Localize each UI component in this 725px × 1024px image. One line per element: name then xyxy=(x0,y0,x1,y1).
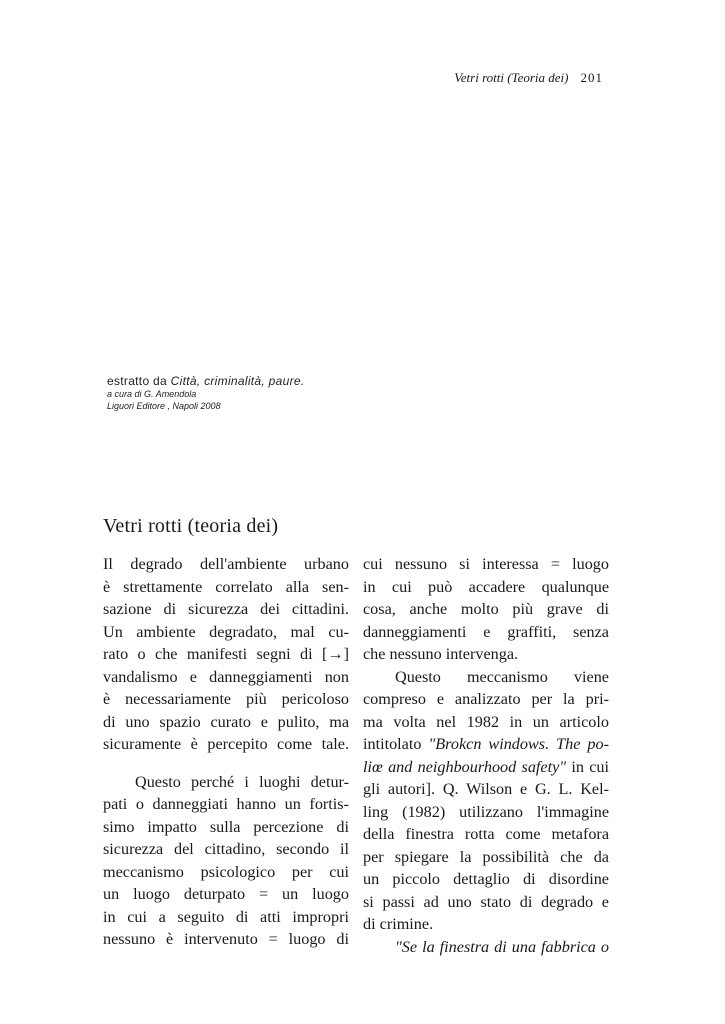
cited-title: liœ and neighbourhood safety" xyxy=(363,757,567,776)
text-line: in cui a seguito di atti impropri xyxy=(103,907,349,926)
paragraph-gap xyxy=(103,756,349,771)
text-line: Questo meccanismo viene xyxy=(395,667,609,686)
text-line: ling (1982) utilizzano l'immagine xyxy=(363,802,609,821)
text-line: è necessariamente più pericoloso xyxy=(103,690,349,708)
text-line: Un ambiente degradato, mal cu- xyxy=(103,622,349,641)
text-line: simo impatto sulla percezione di xyxy=(103,817,349,836)
text-line: vandalismo e danneggiamenti non xyxy=(103,667,349,686)
paragraph xyxy=(363,666,609,936)
paragraph xyxy=(363,553,609,666)
running-title: Vetri rotti (Teoria dei) xyxy=(454,70,569,85)
text-line: cosa, anche molto più grave di xyxy=(363,600,609,618)
source-editor: a cura di G. Amendola xyxy=(107,389,197,399)
text-line: sazione di sicurezza dei cittadini. xyxy=(103,600,349,618)
paragraph xyxy=(363,936,609,959)
text-run: intitolato xyxy=(363,735,429,753)
text-line: pati o danneggiati hanno un fortis- xyxy=(103,795,349,813)
text-line: ma volta nel 1982 in un articolo xyxy=(363,712,609,731)
left-column xyxy=(103,553,349,951)
paragraph xyxy=(103,553,349,756)
text-line: sicurezza del cittadino, secondo il xyxy=(103,840,349,858)
article-title: Vetri rotti (teoria dei) xyxy=(103,515,279,537)
paragraph xyxy=(103,771,349,951)
text-line: è strettamente correlato alla sen- xyxy=(103,577,349,596)
text-line xyxy=(363,756,609,779)
text-line: meccanismo psicologico per cui xyxy=(103,862,349,881)
source-publisher: Liguori Editore , Napoli 2008 xyxy=(107,401,221,411)
text-line: in cui può accadere qualunque xyxy=(363,577,609,596)
text-line: di crimine. xyxy=(363,915,434,933)
page-number: 201 xyxy=(580,70,603,85)
text-line: Questo perché i luoghi detur- xyxy=(135,772,349,791)
text-line: gli autori]. Q. Wilson e G. L. Kel- xyxy=(363,780,609,798)
text-line: che nessuno intervenga. xyxy=(363,645,519,663)
source-note xyxy=(107,374,305,412)
book-title: Città, criminalità, paure. xyxy=(170,374,305,388)
text-line: nessuno è intervenuto = luogo di xyxy=(103,930,349,948)
right-column xyxy=(363,553,609,958)
source-line-1 xyxy=(107,374,305,388)
text-line: per spiegare la possibilità che da xyxy=(363,847,609,866)
text-line xyxy=(363,733,609,756)
running-head xyxy=(454,70,603,86)
text-line: si passi ad uno stato di degrado e xyxy=(363,892,609,911)
text-line: cui nessuno si interessa = luogo xyxy=(363,555,609,573)
text-line: un luogo deturpato = un luogo xyxy=(103,885,349,903)
text-line: un piccolo dettaglio di disordine xyxy=(363,870,609,888)
text-run: in cui xyxy=(566,757,609,776)
text-line: "Se la finestra di una fabbrica o xyxy=(395,937,609,956)
text-line: rato o che manifesti segni di [→] xyxy=(103,645,349,663)
text-line: compreso e analizzato per la pri- xyxy=(363,690,609,708)
text-line: danneggiamenti e graffiti, senza xyxy=(363,622,609,641)
cited-title: "Brokcn windows. The po- xyxy=(428,735,609,753)
text-line: Il degrado dell'ambiente urbano xyxy=(103,555,349,573)
text-line: della finestra rotta come metafora xyxy=(363,825,609,843)
text-line: sicuramente è percepito come tale. xyxy=(103,735,349,753)
text-line: di uno spazio curato e pulito, ma xyxy=(103,712,349,731)
source-prefix: estratto da xyxy=(107,374,171,388)
